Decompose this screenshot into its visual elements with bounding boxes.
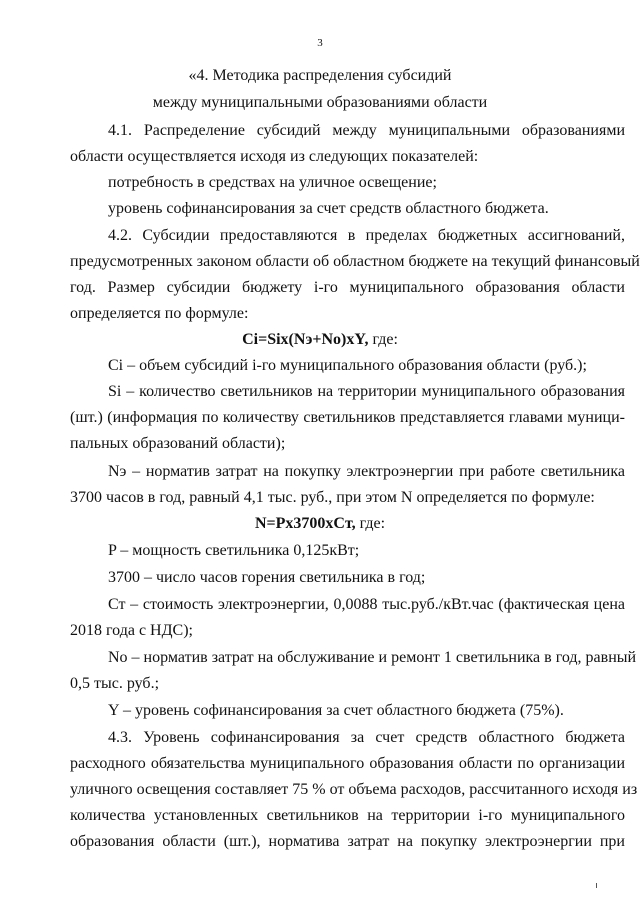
paragraph-line: уличного освещения составляет 75 % от объема расходов, рассчитанного исходя из [70, 781, 638, 798]
definition-line: 3700 – число часов горения светильника в год; [108, 569, 426, 586]
definition-line: Nэ – норматив затрат на покупку электроэнергии при работе светильника [108, 463, 625, 480]
definition-line: Ст – стоимость электроэнергии, 0,0088 тыс.руб./кВт.час (фактическая цена [108, 596, 625, 613]
section-title-line-2: между муниципальными образованиями области [152, 94, 488, 111]
definition-line: Si – количество светильников на территории муниципального образования [108, 383, 625, 400]
scan-mark [596, 883, 597, 888]
paragraph-line: 4.2. Субсидии предоставляются в пределах бюджетных ассигнований, [108, 227, 625, 244]
paragraph-line: потребность в средствах на уличное освещение; [108, 174, 437, 191]
paragraph-line: предусмотренных законом области об областном бюджете на текущий финансовый [70, 253, 640, 270]
definition-line: Ci – объем субсидий i-го муниципального образования области (руб.); [108, 357, 587, 374]
paragraph-line: количества установленных светильников на территории i-го муниципального [70, 807, 625, 824]
definition-line: Y – уровень софинансирования за счет областного бюджета (75%). [108, 702, 564, 719]
definition-line: (шт.) (информация по количеству светильников представляется главами муници- [70, 409, 625, 426]
formula-subsidy-expr: Ci=Six(Nэ+Nо)xY, [242, 331, 369, 348]
page-number: 3 [317, 37, 323, 49]
definition-line: 0,5 тыс. руб.; [70, 675, 160, 692]
definition-line: пальных образований области); [70, 435, 286, 452]
formula-energy-suffix: где: [355, 515, 386, 532]
section-title-line-1: «4. Методика распределения субсидий [188, 67, 452, 84]
paragraph-line: 4.3. Уровень софинансирования за счет средств областного бюджета [108, 729, 625, 746]
paragraph-line: уровень софинансирования за счет средств областного бюджета. [108, 200, 549, 217]
formula-subsidy [0, 330, 640, 350]
definition-line: P – мощность светильника 0,125кВт; [108, 542, 360, 559]
definition-line: Nо – норматив затрат на обслуживание и ремонт 1 светильника в год, равный [108, 649, 637, 666]
definition-line: 2018 года с НДС); [70, 622, 193, 639]
formula-energy [0, 514, 640, 534]
paragraph-line: 4.1. Распределение субсидий между муниципальными образованиями [108, 122, 625, 139]
paragraph-line: области осуществляется исходя из следующих показателей: [70, 148, 479, 165]
paragraph-line: образования области (шт.), норматива затрат на покупку электроэнергии при [70, 833, 625, 850]
definition-line: 3700 часов в год, равный 4,1 тыс. руб., при этом N определяется по формуле: [70, 489, 595, 506]
formula-energy-expr: N=Px3700xCт, [254, 515, 356, 532]
paragraph-line: расходного обязательства муниципального образования области по организации [70, 755, 625, 772]
paragraph-line: год. Размер субсидии бюджету i-го муниципального образования области [70, 279, 625, 296]
paragraph-line: определяется по формуле: [70, 305, 249, 322]
formula-subsidy-suffix: где: [368, 331, 398, 348]
